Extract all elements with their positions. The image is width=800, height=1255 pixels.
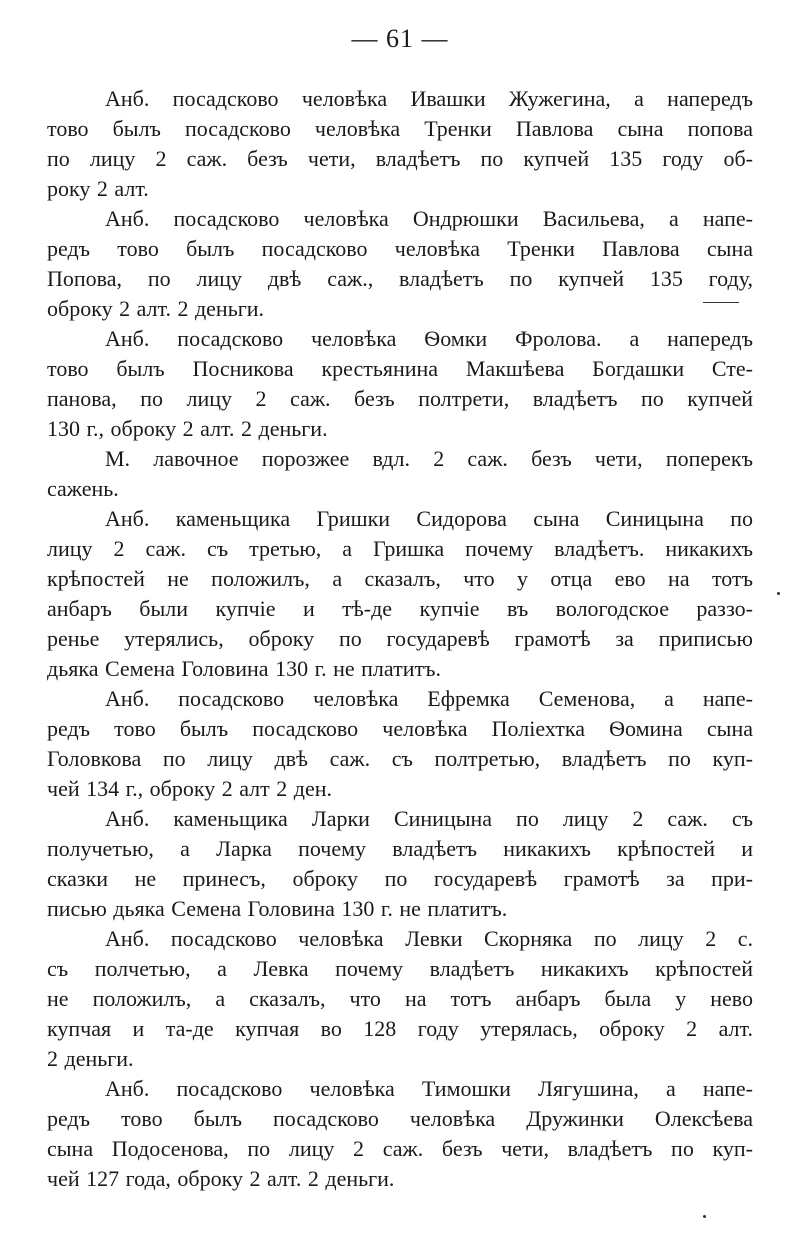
text-line: Анб. посадсково человѣка Ивашки Жужегина, а напередъ xyxy=(105,86,753,111)
paragraph xyxy=(47,444,753,504)
text-line: тово былъ Посникова крестьянина Макшѣева Богдашки Сте- xyxy=(47,356,753,381)
text-line: панова, по лицу 2 саж. безъ полтрети, владѣетъ по купчей xyxy=(47,386,753,411)
margin-mark xyxy=(703,302,739,303)
text-line: Анб. посадсково человѣка Ѳомки Фролова. а напередъ xyxy=(105,326,753,351)
text-line: 130 г., оброку 2 алт. 2 деньги. xyxy=(47,416,328,441)
margin-dot xyxy=(703,1215,706,1218)
text-line: Анб. каменьщика Гришки Сидорова сына Синицына по xyxy=(105,506,753,531)
text-line: сажень. xyxy=(47,476,119,501)
text-line: Анб. посадсково человѣка Ефремка Семенова, а напе- xyxy=(105,686,753,711)
text-line: сказки не принесъ, оброку по государевѣ грамотѣ за при- xyxy=(47,866,753,891)
paragraph xyxy=(47,924,753,1074)
text-line: по лицу 2 саж. безъ чети, владѣетъ по купчей 135 году об- xyxy=(47,146,753,171)
page-number: — 61 — xyxy=(351,24,449,53)
paragraph xyxy=(47,684,753,804)
paragraph xyxy=(47,504,753,684)
text-line: року 2 алт. xyxy=(47,176,149,201)
text-line: М. лавочное порозжее вдл. 2 саж. безъ чети, поперекъ xyxy=(105,446,753,471)
text-line: дьяка Семена Головина 130 г. не платитъ. xyxy=(47,656,441,681)
paragraph xyxy=(47,204,753,324)
paragraph xyxy=(47,804,753,924)
text-line: редъ тово былъ посадсково человѣка Тренки Павлова сына xyxy=(47,236,753,261)
text-line: не положилъ, а сказалъ, что на тотъ анбаръ была у нево xyxy=(47,986,753,1011)
text-line: Анб. посадсково человѣка Ондрюшки Васильева, а напе- xyxy=(105,206,753,231)
text-line: Анб. посадсково человѣка Левки Скорняка по лицу 2 с. xyxy=(105,926,753,951)
text-line: оброку 2 алт. 2 деньги. xyxy=(47,296,265,321)
text-line: 2 деньги. xyxy=(47,1046,134,1071)
text-line: чей 134 г., оброку 2 алт 2 ден. xyxy=(47,776,332,801)
text-line: крѣпостей не положилъ, а сказалъ, что у отца ево на тотъ xyxy=(47,566,753,591)
text-line: анбаръ были купчіе и тѣ-де купчіе въ вологодское раззо- xyxy=(47,596,753,621)
paragraph xyxy=(47,1074,753,1194)
text-line: чей 127 года, оброку 2 алт. 2 деньги. xyxy=(47,1166,395,1191)
paragraph xyxy=(47,84,753,204)
document-body xyxy=(47,84,753,1194)
paragraph xyxy=(47,324,753,444)
text-line: ренье утерялись, оброку по государевѣ грамотѣ за приписью xyxy=(47,626,753,651)
text-line: писью дьяка Семена Головина 130 г. не платитъ. xyxy=(47,896,508,921)
text-line: Анб. каменьщика Ларки Синицына по лицу 2 саж. съ xyxy=(105,806,753,831)
text-line: получетью, а Ларка почему владѣетъ никакихъ крѣпостей и xyxy=(47,836,753,861)
text-line: тово былъ посадсково человѣка Тренки Павлова сына попова xyxy=(47,116,753,141)
text-line: съ полчетью, а Левка почему владѣетъ никакихъ крѣпостей xyxy=(47,956,753,981)
text-line: лицу 2 саж. съ третью, а Гришка почему владѣетъ. никакихъ xyxy=(47,536,753,561)
text-line: сына Подосенова, по лицу 2 саж. безъ чети, владѣетъ по куп- xyxy=(47,1136,753,1161)
text-line: Попова, по лицу двѣ саж., владѣетъ по купчей 135 году, xyxy=(47,266,753,291)
text-line: купчая и та-де купчая во 128 году утерялась, оброку 2 алт. xyxy=(47,1016,753,1041)
text-line: Анб. посадсково человѣка Тимошки Лягушина, а напе- xyxy=(105,1076,753,1101)
text-line: редъ тово былъ посадсково человѣка Дружинки Олексѣева xyxy=(47,1106,753,1131)
text-line: Головкова по лицу двѣ саж. съ полтретью, владѣетъ по куп- xyxy=(47,746,753,771)
text-line: редъ тово былъ посадсково человѣка Поліехтка Ѳомина сына xyxy=(47,716,753,741)
margin-dot xyxy=(777,592,780,595)
